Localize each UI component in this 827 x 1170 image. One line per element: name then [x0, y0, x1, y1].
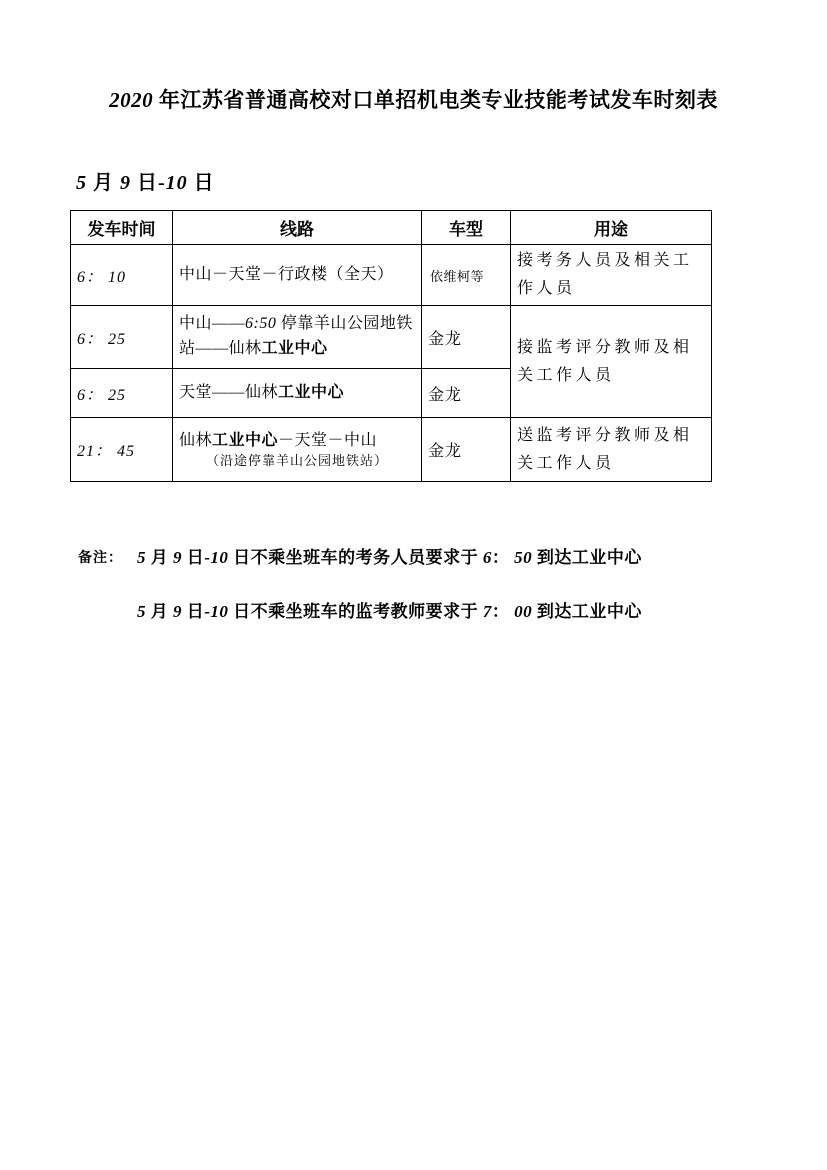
bus-schedule-table: [70, 210, 712, 482]
note-line-2: [137, 597, 642, 622]
date-heading: 5 月 9 日-10 日: [76, 172, 215, 194]
purpose-cell: 送监考评分教师及相关工作人员: [511, 418, 712, 482]
route-cell: 中山－天堂－行政楼（全天）: [173, 245, 422, 306]
purpose-cell-merged: 接监考评分教师及相关工作人员: [511, 306, 712, 418]
route-cell: 中山——6:50 停靠羊山公园地铁站——仙林工业中心: [173, 306, 422, 369]
purpose-cell: 接考务人员及相关工作人员: [511, 245, 712, 306]
time-value: 21： 45: [77, 443, 136, 460]
header-departure-time: 发车时间: [71, 211, 173, 245]
time-value: 6： 25: [77, 330, 127, 348]
time-value: 6： 25: [77, 386, 127, 404]
route-cell: 天堂——仙林工业中心: [173, 369, 422, 418]
table-header-row: [71, 211, 712, 245]
table-row: [71, 306, 712, 369]
table-row: [71, 418, 712, 482]
time-cell: [71, 245, 173, 306]
header-vehicle-type: 车型: [422, 211, 511, 245]
time-cell: [71, 306, 173, 369]
note-text-2: 5 月 9 日-10 日不乘坐班车的监考教师要求于 7： 00 到达工业中心: [137, 602, 642, 621]
vehicle-cell: 金龙: [422, 369, 511, 418]
vehicle-cell: 依维柯等: [422, 245, 511, 306]
vehicle-cell: 金龙: [422, 306, 511, 369]
time-cell: [71, 418, 173, 482]
table-row: [71, 245, 712, 306]
time-cell: [71, 369, 173, 418]
notes-section: [78, 543, 642, 622]
header-purpose: 用途: [511, 211, 712, 245]
time-value: 6： 10: [77, 268, 127, 286]
header-route: 线路: [173, 211, 422, 245]
note-text-1: 5 月 9 日-10 日不乘坐班车的考务人员要求于 6： 50 到达工业中心: [137, 548, 642, 567]
route-cell: 仙林工业中心－天堂－中山 （沿途停靠羊山公园地铁站）: [173, 418, 422, 482]
page-title: 2020 年江苏省普通高校对口单招机电类专业技能考试发车时刻表: [109, 88, 718, 112]
note-line-1: [78, 543, 642, 568]
notes-label: 备注：: [78, 551, 123, 566]
vehicle-cell: 金龙: [422, 418, 511, 482]
